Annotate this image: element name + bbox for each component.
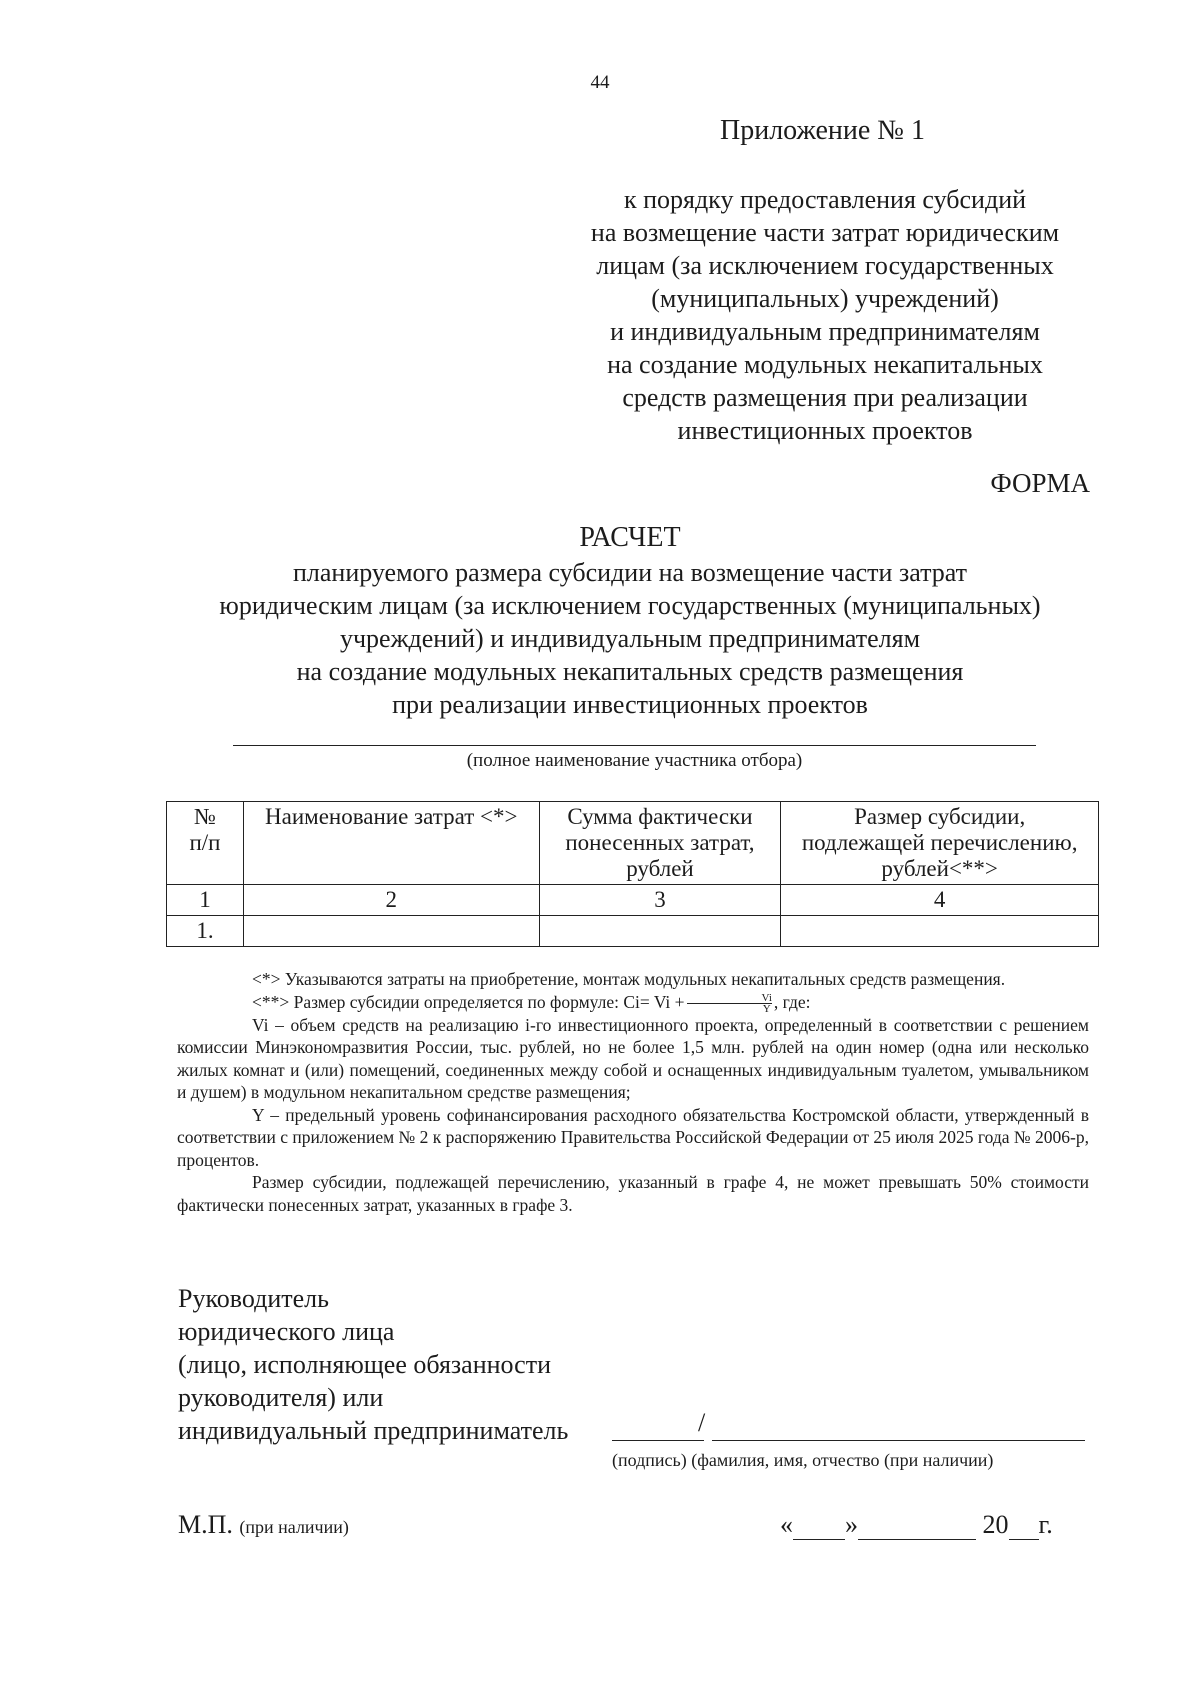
header-subsidy-size-line: подлежащей перечислению, — [801, 830, 1078, 855]
signatory-line: руководителя) или — [178, 1383, 384, 1412]
formula-suffix: , где: — [773, 991, 811, 1012]
date-month-field[interactable] — [858, 1513, 976, 1540]
table-cell: 4 — [781, 885, 1099, 916]
date-year-field[interactable] — [1009, 1513, 1039, 1540]
calculation-title: РАСЧЕТ — [579, 522, 681, 553]
date-day-field[interactable] — [793, 1513, 845, 1540]
table-cell: 2 — [243, 885, 539, 916]
table-numbering-row — [167, 885, 1099, 916]
signatory-line: индивидуальный предприниматель — [178, 1416, 569, 1445]
footnote-costs: <*> Указываются затраты на приобретение, монтаж модульных некапитальных средств размещения. — [252, 969, 1006, 989]
header-actual-sum — [539, 802, 781, 885]
calculation-subtitle-line: учреждений) и индивидуальным предпринимателям — [339, 624, 921, 653]
table-cell: 3 — [539, 885, 781, 916]
formula-fraction — [687, 993, 772, 1014]
date-year-prefix: 20 — [982, 1510, 1009, 1539]
footnote-formula — [177, 991, 1089, 1014]
seal-label: М.П. — [178, 1510, 233, 1539]
table-header-row — [167, 802, 1099, 885]
calculation-subtitle-line: юридическим лицам (за исключением государственных (муниципальных) — [219, 591, 1041, 620]
appendix-subtitle — [520, 183, 1130, 447]
calculation-subtitle — [100, 556, 1160, 721]
definition-vi: Vi – объем средств на реализацию i-го инвестиционного проекта, определенный в соответствии с решением комиссии Минэкономразвития России, тыс. рублей, но не более 1,5 млн. рублей на один номер (одна или несколько жилых комнат и (или) помещений, соединенных между собой и оснащенных индивидуальным туалетом, умывальником и душем) в модульном некапитальном средстве размещения; — [177, 1014, 1089, 1103]
date-year-suffix: г. — [1038, 1510, 1053, 1539]
header-cost-name — [243, 802, 539, 885]
signatory-line: (лицо, исполняющее обязанности — [178, 1350, 552, 1379]
form-label: ФОРМА — [990, 468, 1090, 498]
header-actual-sum-line: рублей — [626, 856, 694, 881]
header-subsidy-size-line: рублей<**> — [881, 856, 998, 881]
header-subsidy-size-line: Размер субсидии, — [854, 804, 1026, 829]
table-cell-editable[interactable] — [539, 916, 781, 947]
table-cell-editable[interactable] — [243, 916, 539, 947]
definition-y: Y – предельный уровень софинансирования расходного обязательства Костромской области, утвержденный в соответствии с приложением № 2 к распоряжению Правительства Российской Федерации от 25 июля 2025 года № 2006-р, процентов. — [177, 1104, 1089, 1170]
header-number-line: № — [193, 804, 216, 829]
date-open-quote: « — [780, 1510, 793, 1539]
appendix-subtitle-line: к порядку предоставления субсидий — [623, 185, 1027, 214]
page-number: 44 — [590, 72, 610, 93]
appendix-subtitle-line: на создание модульных некапитальных — [607, 350, 1043, 379]
signatory-block — [178, 1282, 568, 1447]
calculation-subtitle-line: при реализации инвестиционных проектов — [392, 690, 868, 719]
table-cell: 1. — [167, 916, 244, 947]
seal-mark — [178, 1510, 349, 1540]
appendix-subtitle-line: и индивидуальным предпринимателям — [610, 317, 1040, 346]
calculation-subtitle-line: планируемого размера субсидии на возмещение части затрат — [292, 558, 967, 587]
costs-table — [166, 801, 1099, 947]
table-cell: 1 — [167, 885, 244, 916]
calculation-subtitle-line: на создание модульных некапитальных средств размещения — [296, 657, 964, 686]
appendix-subtitle-line: лицам (за исключением государственных — [596, 251, 1054, 280]
signature-field[interactable] — [612, 1440, 704, 1441]
header-cost-name-line: Наименование затрат <*> — [265, 804, 518, 829]
signature-slash: / — [698, 1408, 706, 1437]
signatory-line: юридического лица — [178, 1317, 395, 1346]
date-field — [780, 1510, 1053, 1540]
header-number — [167, 802, 244, 885]
header-number-line: п/п — [189, 830, 221, 855]
appendix-subtitle-line: (муниципальных) учреждений) — [651, 284, 999, 313]
subsidy-limit-note: Размер субсидии, подлежащей перечислению, указанный в графе 4, не может превышать 50% стоимости фактически понесенных затрат, указанных в графе 3. — [177, 1172, 1089, 1215]
seal-note: (при наличии) — [239, 1517, 349, 1537]
participant-name-line[interactable] — [233, 745, 1036, 746]
header-actual-sum-line: понесенных затрат, — [565, 830, 755, 855]
appendix-title: Приложение № 1 — [720, 115, 925, 146]
signature-caption: (подпись) (фамилия, имя, отчество (при наличии) — [612, 1450, 994, 1470]
formula-denominator: Y — [762, 1002, 771, 1015]
appendix-subtitle-line: на возмещение части затрат юридическим — [590, 218, 1060, 247]
appendix-subtitle-line: инвестиционных проектов — [677, 416, 973, 445]
appendix-subtitle-line: средств размещения при реализации — [622, 383, 1028, 412]
header-actual-sum-line: Сумма фактически — [567, 804, 753, 829]
table-row — [167, 916, 1099, 947]
participant-name-caption: (полное наименование участника отбора) — [466, 750, 803, 771]
table-cell-editable[interactable] — [781, 916, 1099, 947]
signatory-line: Руководитель — [178, 1284, 329, 1313]
full-name-field[interactable] — [712, 1440, 1085, 1441]
header-subsidy-size — [781, 802, 1099, 885]
formula-prefix: <**> Размер субсидии определяется по формуле: Ci= Vi + — [252, 991, 685, 1012]
formula-numerator: Vi — [687, 993, 772, 1004]
footnotes — [177, 968, 1089, 1216]
date-close-quote: » — [845, 1510, 858, 1539]
